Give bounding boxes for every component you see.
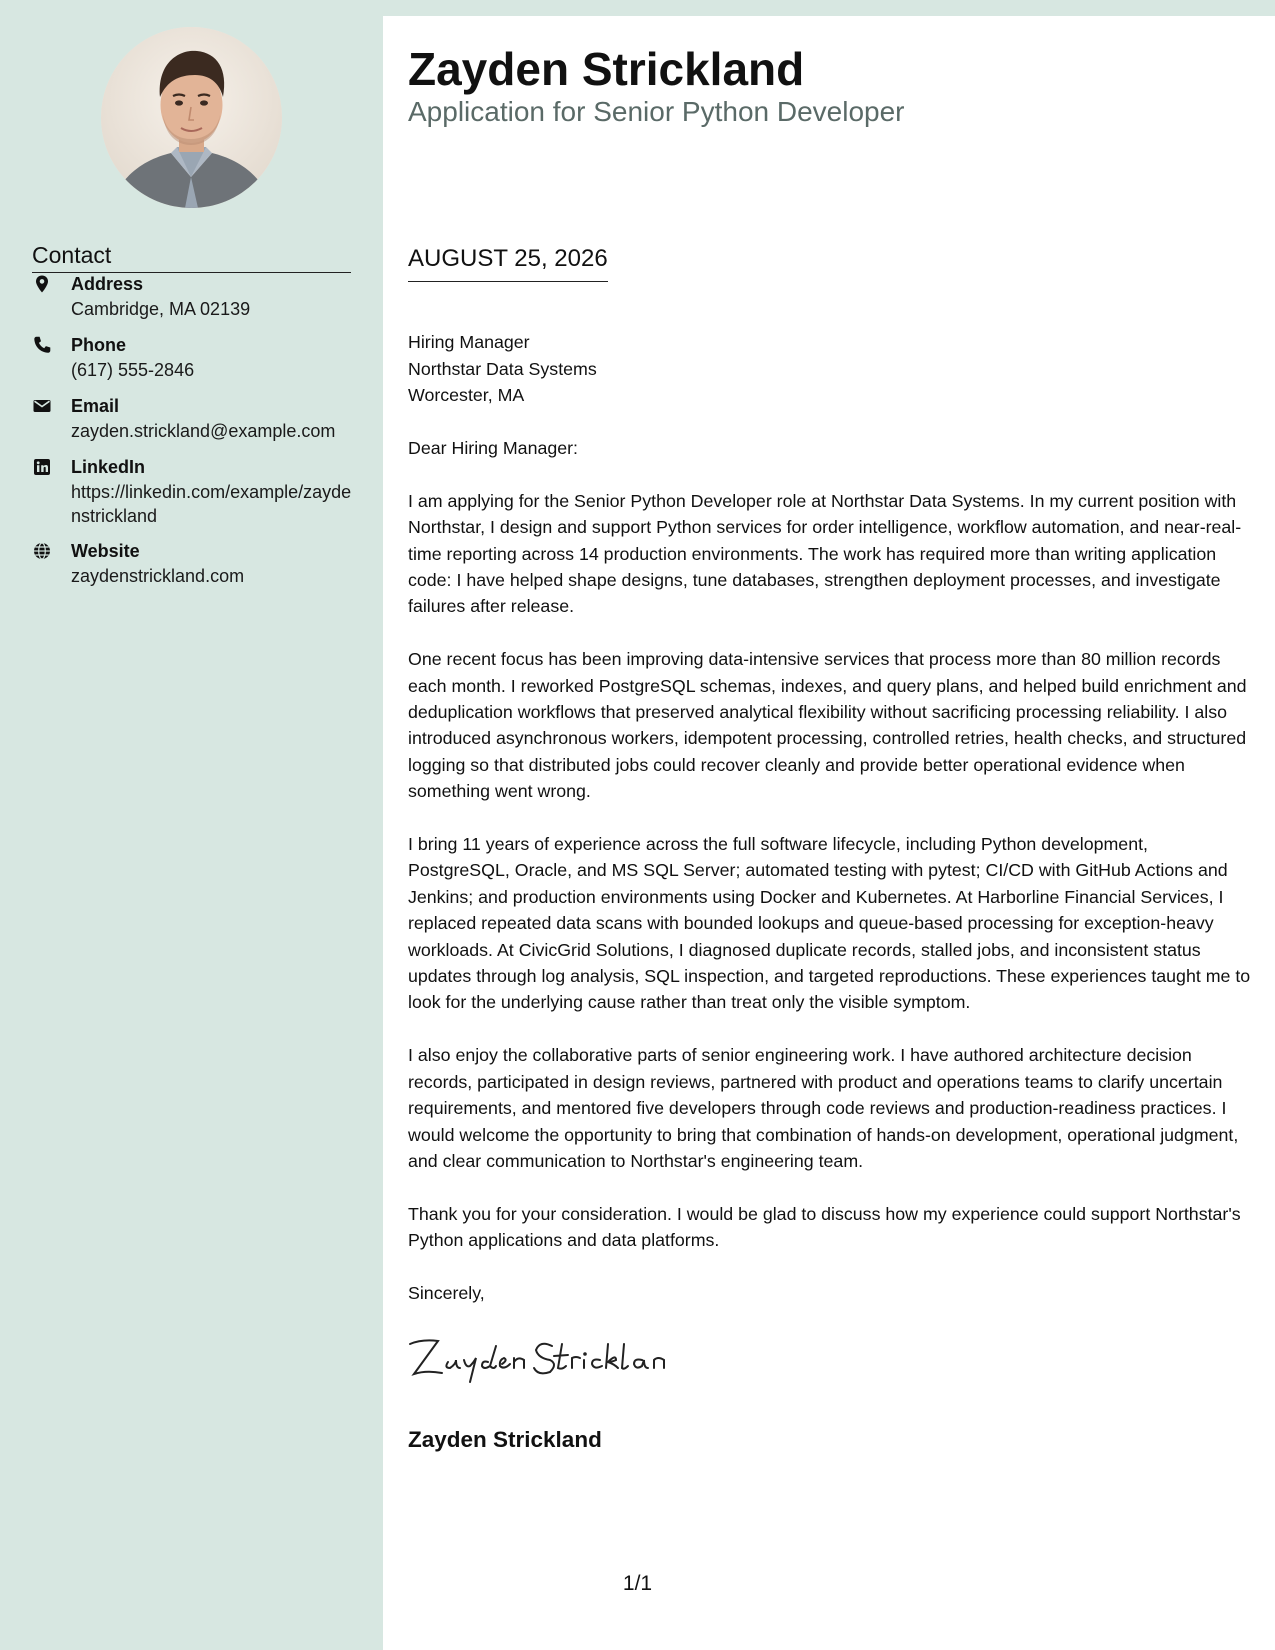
email-value[interactable]: zayden.strickland@example.com <box>71 421 336 441</box>
recipient-line: Worcester, MA <box>408 385 525 406</box>
letter-paragraph: I am applying for the Senior Python Developer role at Northstar Data Systems. In my current position with Northstar, I design and support Python services for order intelligence, workflow automation, and near-real-time reporting across 14 production environments. The work has required more than writing application code: I have helped shape designs, tune databases, strengthen deployment processes, and investigate failures after release. <box>408 490 1242 617</box>
top-band <box>383 0 1275 16</box>
phone-icon <box>32 335 56 355</box>
website-label: Website <box>71 541 140 561</box>
phone-value: (617) 555-2846 <box>71 360 195 380</box>
email-label: Email <box>71 396 120 416</box>
letter-paragraph: I also enjoy the collaborative parts of senior engineering work. I have authored architecture decision records, participated in design reviews, partnered with product and operations teams to clarify uncertain requirements, and mentored five developers through code reviews and production-readiness practices. I would welcome the opportunity to bring that combination of hands-on development, operational judgment, and clear communication to Northstar's engineering team. <box>408 1045 1239 1171</box>
signer-name: Zayden Strickland <box>408 1427 602 1452</box>
recipient-line: Hiring Manager <box>408 332 530 353</box>
linkedin-icon <box>32 457 56 477</box>
envelope-icon <box>32 396 56 416</box>
letter-paragraph: One recent focus has been improving data-intensive services that process more than 80 million records each month. I reworked PostgreSQL schemas, indexes, and query plans, and helped build enrichment and deduplication workflows that preserved analytical flexibility without sacrificing processing reliability. I also introduced asynchronous workers, idempotent processing, controlled retries, health checks, and structured logging so that distributed jobs could recover cleanly and provide better operational evidence when something went wrong. <box>408 649 1247 802</box>
profile-photo <box>101 27 282 208</box>
address-value: Cambridge, MA 02139 <box>71 299 251 319</box>
recipient-line: Northstar Data Systems <box>408 358 597 379</box>
website-value[interactable]: zaydenstrickland.com <box>71 566 245 586</box>
letter-paragraph: Thank you for your consideration. I would be glad to discuss how my experience could support Northstar's Python applications and data platforms. <box>408 1203 1241 1251</box>
handwritten-signature <box>404 1330 684 1384</box>
application-subtitle: Application for Senior Python Developer <box>408 96 905 127</box>
globe-icon <box>32 541 56 561</box>
applicant-name: Zayden Strickland <box>408 43 805 95</box>
letter-body <box>408 303 1253 1280</box>
linkedin-value[interactable]: https://linkedin.com/example/zaydenstrickland <box>71 482 352 526</box>
address-label: Address <box>71 274 144 294</box>
phone-label: Phone <box>71 335 127 355</box>
letter-date: AUGUST 25, 2026 <box>408 243 608 282</box>
salutation: Dear Hiring Manager: <box>408 438 578 458</box>
letter-paragraph: I bring 11 years of experience across the full software lifecycle, including Python development, PostgreSQL, Oracle, and MS SQL Server; automated testing with pytest; CI/CD with GitHub Actions and Jenkins; and production environments using Docker and Kubernetes. At Harborline Financial Services, I replaced repeated data scans with bounded lookups and queue-based processing for exception-heavy workloads. At CivicGrid Solutions, I diagnosed duplicate records, stalled jobs, and inconsistent status updates through log analysis, SQL inspection, and targeted reproductions. These experiences taught me to look for the underlying cause rather than treat only the visible symptom. <box>408 834 1251 1013</box>
page-number: 1/1 <box>622 1572 653 1595</box>
contact-heading: Contact <box>32 240 351 273</box>
closing: Sincerely, <box>408 1283 485 1303</box>
linkedin-label: LinkedIn <box>71 457 146 477</box>
map-pin-icon <box>32 274 56 294</box>
